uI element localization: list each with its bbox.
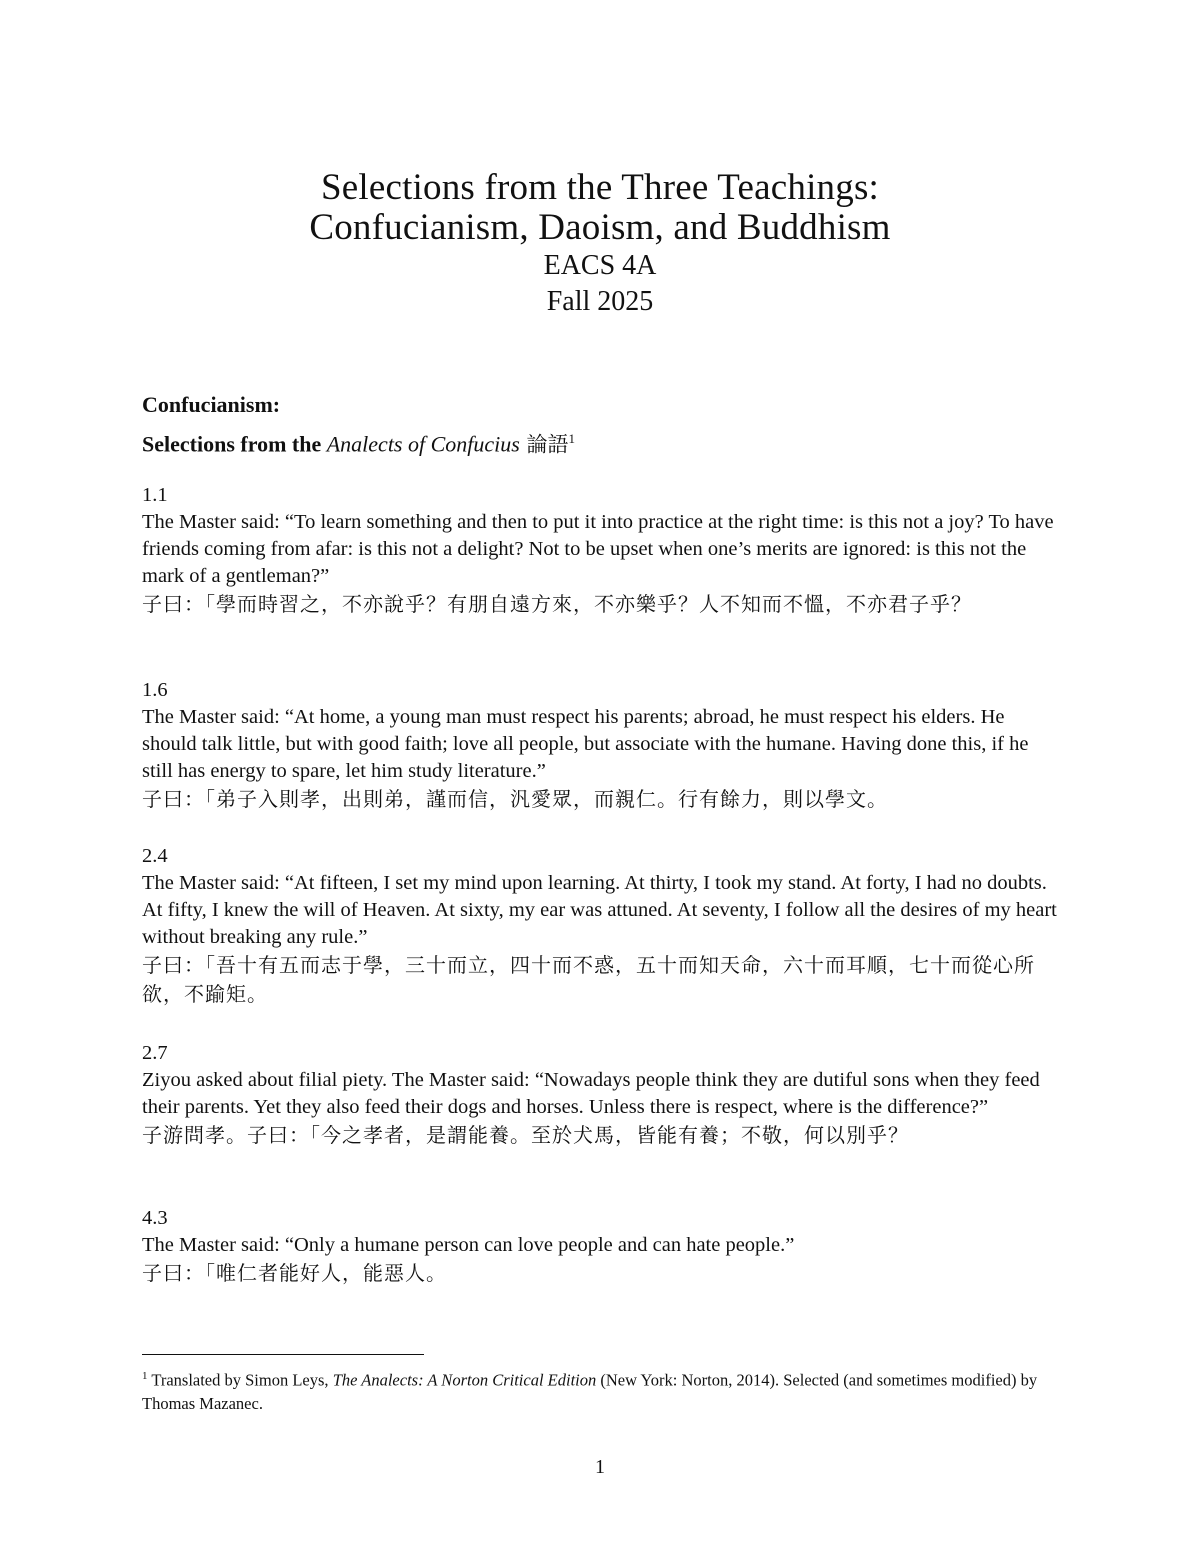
passage-number: 4.3	[142, 1207, 168, 1229]
passage-number: 1.6	[142, 679, 168, 701]
passage-number: 2.4	[142, 845, 168, 867]
passage-chinese: 子曰：「唯仁者能好人，能惡人。	[142, 1261, 447, 1285]
footnote-prefix: Translated by Simon Leys,	[147, 1370, 333, 1390]
passage-chinese: 子游問孝。子曰：「今之孝者，是謂能養。至於犬馬，皆能有養；不敬，何以別乎？	[142, 1123, 909, 1147]
footnote-book-title: The Analects: A Norton Critical Edition	[332, 1370, 597, 1390]
passage-4-3	[142, 1205, 1062, 1288]
subheading-book-title: Analects of Confucius	[326, 431, 520, 457]
term: Fall 2025	[546, 286, 654, 317]
passage-chinese: 子曰：「學而時習之，不亦說乎？有朋自遠方來，不亦樂乎？人不知而不慍，不亦君子乎？	[142, 592, 972, 616]
document-title-line-1: Selections from the Three Teachings:	[320, 167, 880, 208]
section-subheading	[142, 422, 575, 461]
passage-number: 1.1	[142, 484, 168, 506]
title-block	[0, 168, 1200, 320]
passage-2-4	[142, 843, 1062, 1009]
footnote	[142, 1365, 1042, 1415]
document-title-line-2: Confucianism, Daoism, and Buddhism	[309, 207, 891, 248]
passage-2-7	[142, 1040, 1062, 1150]
course-code: EACS 4A	[543, 250, 657, 281]
section-heading-block	[142, 388, 575, 461]
passage-chinese: 子曰：「吾十有五而志于學，三十而立，四十而不惑，五十而知天命，六十而耳順，七十而從心所欲，不踰矩。	[142, 953, 1035, 1006]
passage-english: The Master said: “At home, a young man must respect his parents; abroad, he must respect his elders. He should talk little, but with good faith; love all people, but associate with the humane. Having done this, if he still has energy to spare, let him study literature.”	[142, 706, 1029, 782]
passage-chinese: 子曰：「弟子入則孝，出則弟，謹而信，汎愛眾，而親仁。行有餘力，則以學文。	[142, 787, 888, 811]
passage-english: The Master said: “Only a humane person can love people and can hate people.”	[142, 1234, 795, 1256]
subheading-cjk-title: 論語	[519, 432, 569, 457]
footnote-marker: 1	[142, 1370, 148, 1382]
footnote-divider	[142, 1354, 424, 1355]
footnote-reference: 1	[568, 431, 576, 446]
footnote-suffix: (New York: Norton, 2014). Selected (and sometimes modified) by Thomas Mazanec.	[142, 1370, 1038, 1413]
page-number: 1	[595, 1456, 605, 1478]
passage-number: 2.7	[142, 1042, 168, 1064]
passage-english: Ziyou asked about filial piety. The Master said: “Nowadays people think they are dutiful sons when they feed their parents. Yet they also feed their dogs and horses. Unless there is respect, where is the difference?”	[142, 1069, 1040, 1118]
passage-1-6	[142, 677, 1062, 814]
passage-1-1	[142, 482, 1062, 619]
passage-english: The Master said: “At fifteen, I set my mind upon learning. At thirty, I took my stand. At forty, I had no doubts. At fifty, I knew the will of Heaven. At sixty, my ear was attuned. At seventy, I follow all the desires of my heart without breaking any rule.”	[142, 872, 1057, 948]
section-heading: Confucianism:	[142, 392, 281, 417]
subheading-prefix: Selections from the	[142, 431, 327, 457]
passage-english: The Master said: “To learn something and then to put it into practice at the right time: is this not a joy? To have friends coming from afar: is this not a delight? Not to be upset when one’s merits are ignored: is this not the mark of a gentleman?”	[142, 511, 1054, 587]
